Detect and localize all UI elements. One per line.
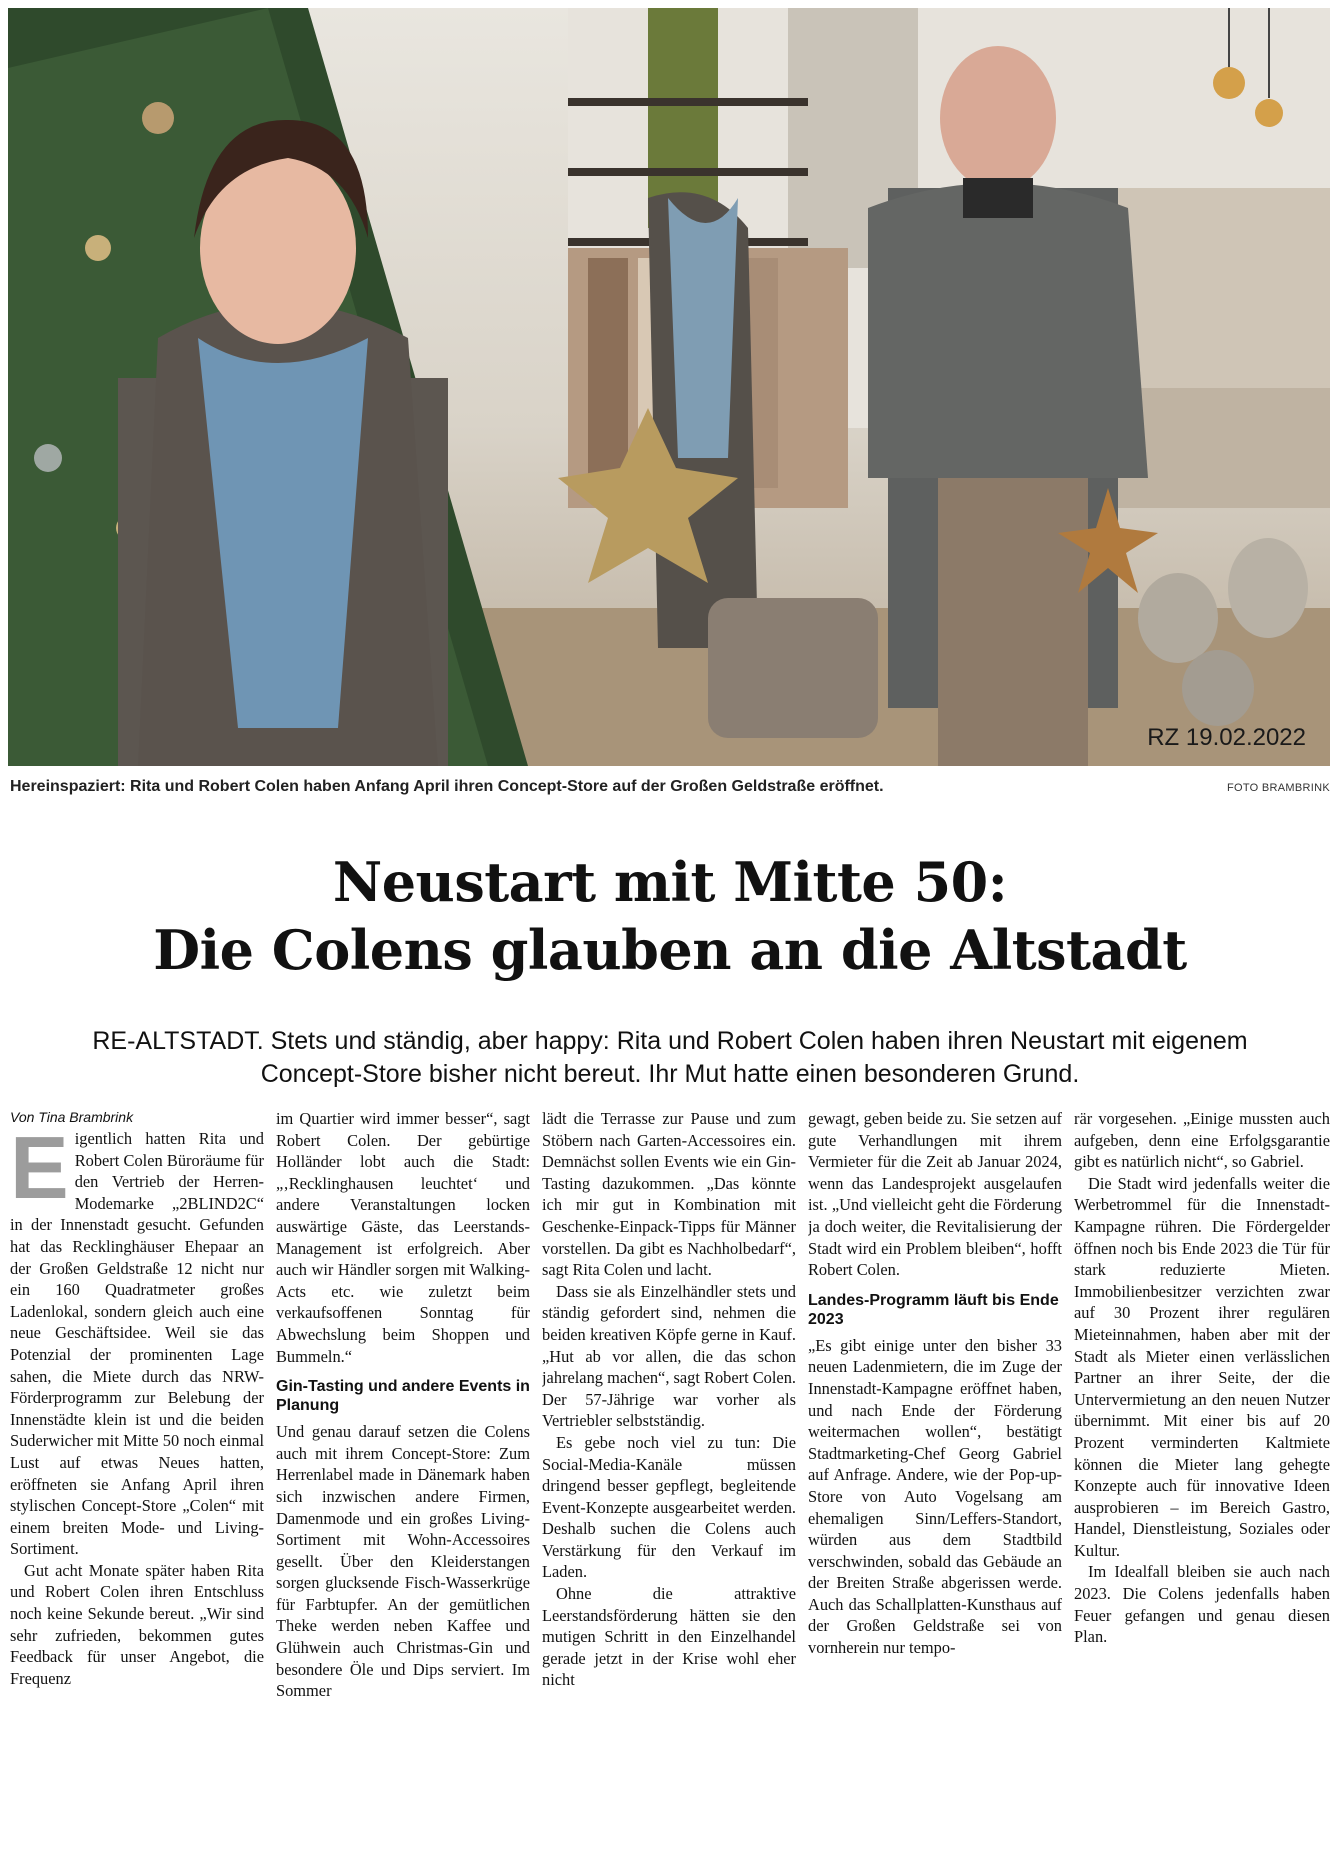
col5-paragraph-2: Die Stadt wird jedenfalls weiter die Werbetrommel für die Innenstadt-Kampagne rühren. Die Fördergelder öffnen noch bis Ende 2023 die Tür für stark reduzierte Mieten. Immobilienbesitzer verzichten zwar auf 30 Prozent ihrer regulären Mieteinnahmen, haben aber mit der Stadt als Mieter einen verlässlichen Partner an ihrer Seite, der die Untervermietung an den neuen Nutzer übernimmt. Mit einer bis auf 20 Prozent verminderten Kaltmiete können die Mieter lang gehegte Konzepte auch für innovative Ideen ausprobieren – im Bereich Gastro, Handel, Dienstleistung, Soziales oder Kultur. <box>1074 1173 1330 1560</box>
article-column-4 <box>808 1108 1062 1853</box>
article-column-1 <box>10 1108 264 1853</box>
col3-paragraph-2: Dass sie als Einzelhändler stets und ständig gefordert sind, nehmen die beiden kreativen Köpfe gerne in Kauf. „Hut ab vor allen, die das schon jahrelang machen“, sagt Robert Colen. Der 57-Jährige war vorher als Vertriebler selbstständig. <box>542 1281 796 1431</box>
col4-paragraph-2: „Es gibt einige unter den bisher 33 neuen Ladenmietern, die im Zuge der Innenstadt-Kampagne eröffnet haben, und nach Ende der Förderung weitermachen wollen“, bestätigt Stadtmarketing-Chef Georg Gabriel auf Anfrage. Andere, wie der Pop-up-Store von Auto Vogelsang am ehemaligen Sinn/Leffers-Standort, würden aus dem Stadtbild verschwinden, sobald das Gebäude an der Breiten Straße abgerissen werde. Auch das Schallplatten-Kunsthaus auf der Großen Geldstraße sei von vornherein nur tempo- <box>808 1335 1062 1658</box>
col2-paragraph-1: im Quartier wird immer besser“, sagt Robert Colen. Der gebürtige Holländer lobt auch die Stadt: „‚Recklinghausen leuchtet‘ und andere Veranstaltungen locken auswärtige Gäste, das Leerstands-Management ist erfolgreich. Aber auch wir Händler sorgen mit Walking-Acts etc. wie zuletzt beim verkaufsoffenen Sonntag für Abwechslung beim Shoppen und Bummeln.“ <box>276 1109 530 1366</box>
subheading-landes-programm: Landes-Programm läuft bis Ende 2023 <box>808 1291 1059 1328</box>
article-headline <box>0 848 1340 984</box>
col3-paragraph-1: lädt die Terrasse zur Pause und zum Stöbern nach Garten-Accessoires ein. Demnächst sollen Events wie ein Gin-Tasting dazukommen. „Das könnte ich mir gut in Kombination mit Geschenke-Einpack-Tipps für Männer vorstellen. Da gibt es Nachholbedarf“, sagt Rita Colen und lacht. <box>542 1109 796 1280</box>
photo-credit: FOTO BRAMBRINK <box>1226 782 1330 794</box>
article-photo <box>8 8 1330 766</box>
col4-paragraph-1: gewagt, geben beide zu. Sie setzen auf gute Verhandlungen mit ihrem Vermieter für die Zeit ab Januar 2024, wenn das Landesprojekt ausgelaufen ist. „Und vielleicht geht die Förderung ja doch weiter, die Revitalisierung der Stadt wird ein Problem bleiben“, hofft Robert Colen. <box>808 1109 1062 1280</box>
drop-cap: E <box>10 1118 69 1217</box>
article-lead: RE-ALTSTADT. Stets und ständig, aber happy: Rita und Robert Colen haben ihren Neustart mit eigenem Concept-Store bisher nicht bereut. Ihr Mut hatte einen besonderen Grund. <box>92 1027 1248 1088</box>
photo-caption: Hereinspaziert: Rita und Robert Colen haben Anfang April ihren Concept-Store auf der Großen Geldstraße eröffnet. <box>10 778 884 795</box>
col3-paragraph-4: Ohne die attraktive Leerstandsförderung hätten sie den mutigen Schritt in den Einzelhandel gerade jetzt in der Krise wohl eher nicht <box>542 1584 796 1690</box>
headline-line-2: Die Colens glauben an die Altstadt <box>153 918 1187 982</box>
col5-paragraph-3: Im Idealfall bleiben sie auch nach 2023. Die Colens jedenfalls haben Feuer gefangen und genau diesen Plan. <box>1074 1562 1330 1647</box>
author-byline: Von Tina Brambrink <box>10 1109 134 1125</box>
article-column-2 <box>276 1108 530 1853</box>
col5-paragraph-1: rär vorgesehen. „Einige mussten auch aufgeben, denn eine Erfolgsgarantie gibt es natürlich nicht“, so Gabriel. <box>1074 1109 1330 1172</box>
store-scene-illustration <box>8 8 1330 766</box>
article-column-5 <box>1074 1108 1330 1853</box>
headline-line-1: Neustart mit Mitte 50: <box>332 850 1008 914</box>
photo-caption-row <box>10 778 1330 802</box>
col2-paragraph-2: Und genau darauf setzen die Colens auch mit ihrem Concept-Store: Zum Herrenlabel made in Dänemark haben sich inzwischen andere Firmen, Damenmode und ein großes Living-Sortiment mit Wohn-Accessoires gesellt. Über den Kleiderstangen sorgen glucksende Fisch-Wasserkrüge für Farbtupfer. An der gemütlichen Theke werden neben Kaffee und Glühwein auch Christmas-Gin und besondere Öle und Dips serviert. Im Sommer <box>276 1422 530 1701</box>
col1-paragraph-1: igentlich hatten Rita und Robert Colen Büroräume für den Vertrieb der Herren-Modemarke „2BLIND2C“ in der Innenstadt gesucht. Gefunden hat das Recklinghäuser Ehepaar an der Großen Geldstraße 12 nicht nur ein 160 Quadratmeter großes Ladenlokal, sondern gleich auch eine neue Geschäftsidee. Weil sie das Potenzial der prominenten Lage sahen, die Miete durch das NRW-Förderprogramm zur Belebung der Innenstädte klein ist und die beiden Suderwicher mit Mitte 50 noch einmal Lust auf etwas Neues hatten, eröffneten sie Anfang April ihren stylischen Concept-Store „Colen“ mit einem breiten Mode- und Living-Sortiment. <box>10 1129 264 1559</box>
col3-paragraph-3: Es gebe noch viel zu tun: Die Social-Media-Kanäle müssen dringend besser gepflegt, begleitende Event-Konzepte ausgearbeitet werden. Deshalb suchen die Colens auch Verstärkung für den Verkauf im Laden. <box>542 1432 796 1582</box>
subheading-gin-tasting: Gin-Tasting und andere Events in Planung <box>276 1378 530 1415</box>
col1-paragraph-2: Gut acht Monate später haben Rita und Robert Colen ihren Entschluss noch keine Sekunde bereut. „Wir sind sehr zufrieden, bekommen gutes Feedback für unser Angebot, die Frequenz <box>10 1560 264 1688</box>
photo-date-label: RZ 19.02.2022 <box>1147 724 1306 751</box>
article-column-3 <box>542 1108 796 1853</box>
